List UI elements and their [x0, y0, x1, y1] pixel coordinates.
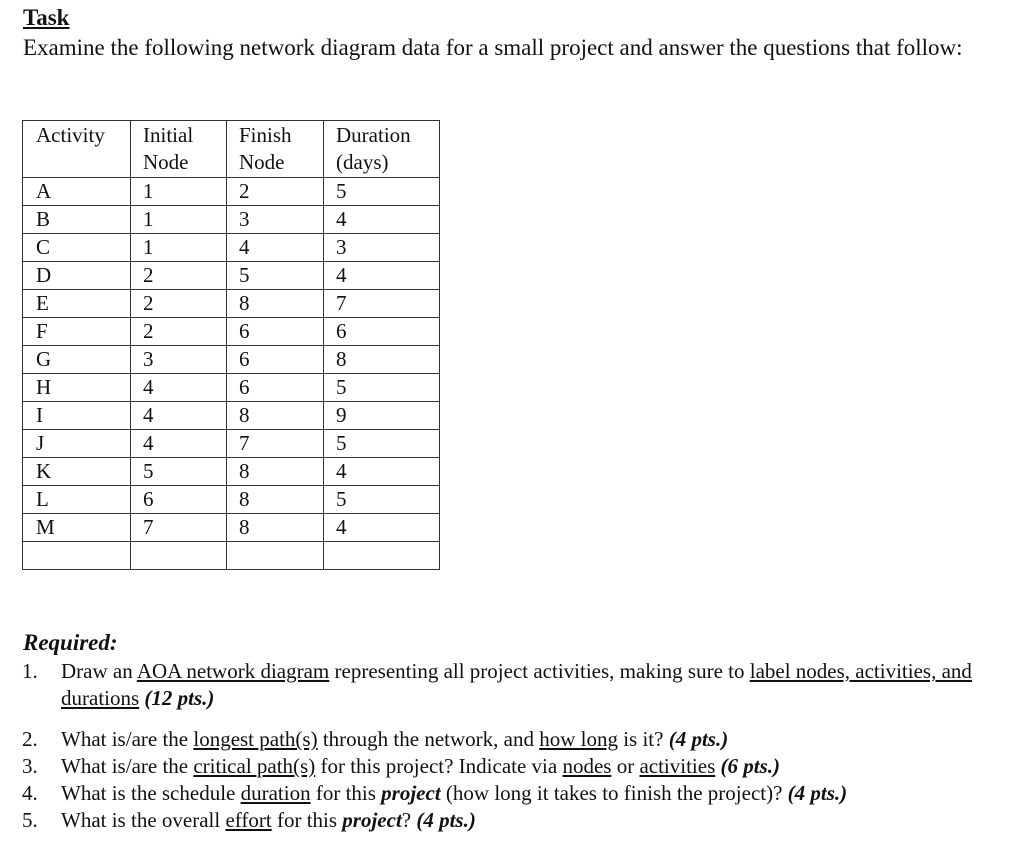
question-item — [22, 658, 1012, 712]
cell-initial-node: 2 — [131, 290, 227, 318]
cell-duration: 3 — [324, 234, 440, 262]
cell-finish-node: 3 — [227, 206, 324, 234]
underlined-term: effort — [225, 808, 272, 832]
cell-duration: 9 — [324, 402, 440, 430]
question-text: for this project? Indicate via — [315, 754, 563, 778]
cell-finish-node: 2 — [227, 178, 324, 206]
cell-activity: K — [23, 458, 131, 486]
cell-finish-node: 8 — [227, 290, 324, 318]
table-row — [23, 430, 440, 458]
cell-initial-node: 7 — [131, 514, 227, 542]
emphasis-text: (4 pts.) — [416, 808, 476, 832]
cell-duration — [324, 542, 440, 570]
cell-initial-node: 2 — [131, 318, 227, 346]
cell-initial-node: 4 — [131, 430, 227, 458]
table-row — [23, 318, 440, 346]
underlined-term: critical path(s) — [193, 754, 316, 778]
cell-activity: E — [23, 290, 131, 318]
emphasis-text: project — [342, 808, 402, 832]
cell-activity: A — [23, 178, 131, 206]
question-number: 2. — [22, 727, 38, 751]
table-row — [23, 402, 440, 430]
question-number: 5. — [22, 808, 38, 832]
cell-finish-node: 8 — [227, 458, 324, 486]
table-row — [23, 178, 440, 206]
question-item — [22, 753, 1012, 780]
emphasis-text: (4 pts.) — [787, 781, 848, 805]
header-activity: Activity — [23, 121, 131, 178]
cell-duration: 6 — [324, 318, 440, 346]
underlined-term: nodes — [562, 754, 612, 778]
cell-initial-node: 4 — [131, 402, 227, 430]
cell-finish-node: 8 — [227, 402, 324, 430]
header-finish-node: Finish Node — [227, 121, 324, 178]
table-row — [23, 374, 440, 402]
cell-finish-node: 6 — [227, 346, 324, 374]
cell-activity: L — [23, 486, 131, 514]
question-item — [22, 807, 1012, 834]
cell-duration: 5 — [324, 178, 440, 206]
question-text: What is the schedule — [61, 781, 241, 805]
cell-activity: B — [23, 206, 131, 234]
table-row — [23, 458, 440, 486]
required-list — [22, 658, 1012, 834]
question-text: What is/are the — [61, 727, 194, 751]
cell-duration: 5 — [324, 486, 440, 514]
question-text: Draw an — [61, 659, 137, 683]
cell-activity: I — [23, 402, 131, 430]
underlined-term: duration — [240, 781, 311, 805]
emphasis-text: (12 pts.) — [144, 686, 215, 710]
table-row — [23, 234, 440, 262]
cell-initial-node: 1 — [131, 206, 227, 234]
required-heading: Required: — [23, 630, 118, 655]
underlined-term: how long — [539, 727, 618, 751]
cell-activity — [23, 542, 131, 570]
question-text: is it? — [617, 727, 669, 751]
cell-activity: F — [23, 318, 131, 346]
table-row — [23, 262, 440, 290]
emphasis-text: (4 pts.) — [668, 727, 729, 751]
cell-initial-node: 3 — [131, 346, 227, 374]
cell-duration: 4 — [324, 262, 440, 290]
cell-activity: C — [23, 234, 131, 262]
cell-duration: 5 — [324, 374, 440, 402]
cell-duration: 8 — [324, 346, 440, 374]
question-text: for this — [271, 808, 343, 832]
cell-activity: J — [23, 430, 131, 458]
cell-activity: M — [23, 514, 131, 542]
question-text: representing all project activities, making sure to — [329, 659, 750, 683]
table-row — [23, 486, 440, 514]
table-row — [23, 346, 440, 374]
question-text: ? — [401, 808, 417, 832]
cell-duration: 4 — [324, 458, 440, 486]
cell-finish-node: 4 — [227, 234, 324, 262]
cell-finish-node: 8 — [227, 514, 324, 542]
cell-finish-node — [227, 542, 324, 570]
underlined-term: activities — [639, 754, 716, 778]
question-text: for this — [310, 781, 382, 805]
header-duration: Duration (days) — [324, 121, 440, 178]
cell-initial-node: 2 — [131, 262, 227, 290]
table-row — [23, 290, 440, 318]
cell-initial-node: 6 — [131, 486, 227, 514]
cell-initial-node: 4 — [131, 374, 227, 402]
question-number: 3. — [22, 754, 38, 778]
question-item — [22, 780, 1012, 807]
cell-activity: H — [23, 374, 131, 402]
header-initial-node: Initial Node — [131, 121, 227, 178]
cell-finish-node: 5 — [227, 262, 324, 290]
cell-duration: 4 — [324, 206, 440, 234]
cell-finish-node: 7 — [227, 430, 324, 458]
cell-activity: G — [23, 346, 131, 374]
table-row — [23, 542, 440, 570]
underlined-term: AOA network diagram — [136, 659, 330, 683]
cell-initial-node: 1 — [131, 234, 227, 262]
question-text: What is/are the — [61, 754, 194, 778]
cell-finish-node: 6 — [227, 374, 324, 402]
question-number: 1. — [22, 659, 38, 683]
question-item — [22, 726, 1012, 753]
cell-activity: D — [23, 262, 131, 290]
question-text: or — [611, 754, 640, 778]
underlined-term: label nodes, activities, and durations — [61, 659, 972, 710]
question-text: through the network, and — [317, 727, 540, 751]
underlined-term: longest path(s) — [193, 727, 318, 751]
intro-text: Examine the following network diagram data for a small project and answer the questions that follow: — [23, 35, 963, 60]
table-row — [23, 206, 440, 234]
cell-initial-node — [131, 542, 227, 570]
emphasis-text: (6 pts.) — [720, 754, 781, 778]
table-header-row — [23, 121, 440, 178]
question-text: (how long it takes to finish the project)? — [440, 781, 788, 805]
question-number: 4. — [22, 781, 38, 805]
cell-initial-node: 1 — [131, 178, 227, 206]
cell-duration: 7 — [324, 290, 440, 318]
question-text: What is the overall — [61, 808, 226, 832]
emphasis-text: project — [381, 781, 441, 805]
table-row — [23, 514, 440, 542]
activity-table — [22, 120, 440, 570]
cell-initial-node: 5 — [131, 458, 227, 486]
cell-duration: 4 — [324, 514, 440, 542]
cell-finish-node: 6 — [227, 318, 324, 346]
task-title: Task — [23, 5, 70, 30]
cell-finish-node: 8 — [227, 486, 324, 514]
cell-duration: 5 — [324, 430, 440, 458]
